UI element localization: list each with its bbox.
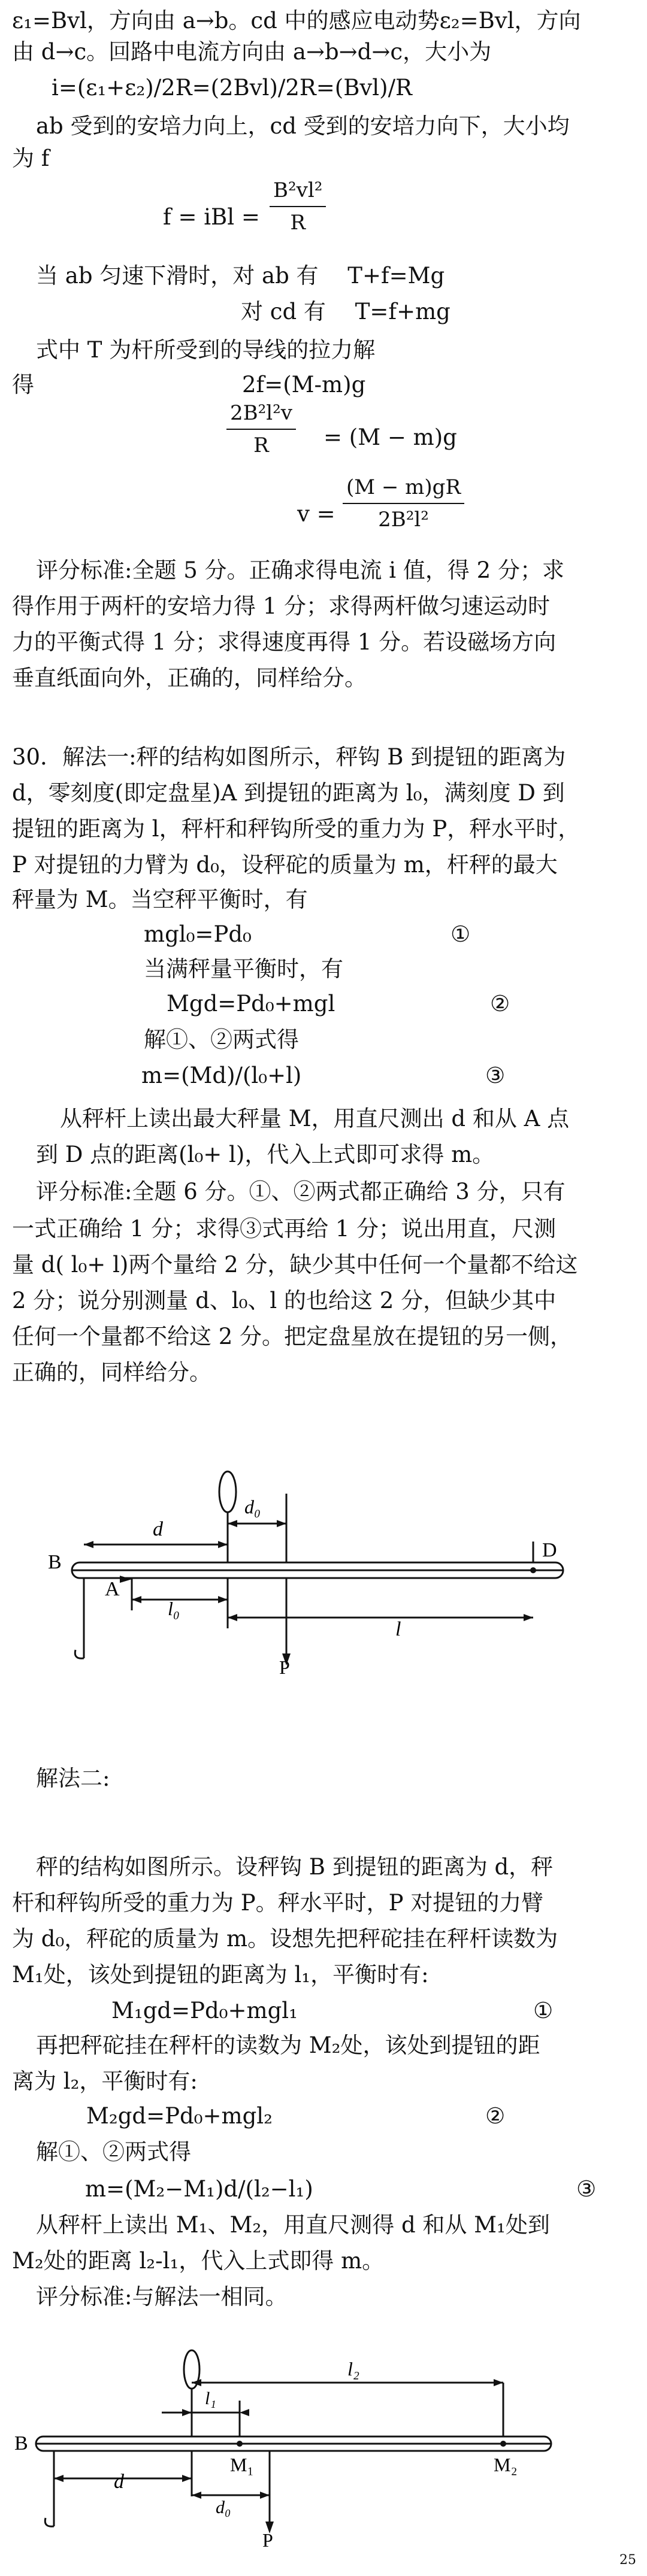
text-line: 提钮的距离为 l，秤杆和秤钩所受的重力为 P，秤水平时， bbox=[12, 816, 581, 842]
label-P: P bbox=[279, 1656, 290, 1676]
balance-equation: 2f=(M-m)g bbox=[242, 372, 366, 398]
equation-2-rhs: = (M − m)g bbox=[324, 424, 457, 450]
text-line: 为 f bbox=[12, 145, 50, 171]
text-line: 秤量为 M。当空秤平衡时，有 bbox=[12, 887, 308, 912]
equation-tag: ② bbox=[485, 2103, 506, 2129]
section-title: 解法二: bbox=[36, 1765, 110, 1791]
text-line: 当满秤量平衡时，有 bbox=[144, 956, 343, 982]
velocity-lhs: v = bbox=[297, 501, 335, 527]
equation-2: Mgd=Pd₀+mgl bbox=[167, 991, 335, 1017]
text-line: 解①、②两式得 bbox=[144, 1027, 299, 1052]
equation-1: mgl₀=Pd₀ bbox=[144, 921, 252, 947]
equation-tag: ③ bbox=[485, 1063, 506, 1088]
equation-2-fraction bbox=[226, 400, 296, 459]
text-line: 解①、②两式得 bbox=[36, 2139, 191, 2165]
label-l0: l₀ bbox=[168, 1598, 180, 1619]
text-line: 评分标准:全题 6 分。①、②两式都正确给 3 分，只有 bbox=[36, 1179, 566, 1204]
text-line: 得 bbox=[12, 372, 34, 398]
label-d: d bbox=[114, 2471, 124, 2493]
force-equation-lhs: f = iBl = bbox=[163, 204, 260, 230]
text-line: 当 ab 匀速下滑时，对 ab 有 T+f=Mg bbox=[36, 263, 445, 289]
text-line: 评分标准:全题 5 分。正确求得电流 i 值，得 2 分；求 bbox=[36, 557, 564, 583]
text-line: 2 分；说分别测量 d、l₀、l 的也给这 2 分，但缺少其中 bbox=[12, 1288, 557, 1313]
fraction-denominator: R bbox=[290, 211, 306, 235]
text-line: 式中 T 为杆所受到的导线的拉力解 bbox=[36, 337, 376, 363]
equation-3: m=(Md)/(l₀+l) bbox=[141, 1063, 302, 1088]
text-line: 评分标准:与解法一相同。 bbox=[36, 2284, 288, 2310]
text-line: M₁处，该处到提钮的距离为 l₁，平衡时有: bbox=[12, 1962, 429, 1988]
label-P: P bbox=[262, 2529, 273, 2550]
equation-tag: ① bbox=[533, 1998, 554, 2023]
label-A: A bbox=[105, 1578, 120, 1600]
label-l: l bbox=[395, 1618, 401, 1640]
text-line: 垂直纸面向外，正确的，同样给分。 bbox=[12, 665, 367, 691]
text-line: P 对提钮的力臂为 d₀，设秤砣的质量为 m，杆秤的最大 bbox=[12, 852, 558, 878]
text-line: 任何一个量都不给这 2 分。把定盘星放在提钮的另一侧， bbox=[12, 1324, 573, 1349]
text-line: 量 d( l₀+ l)两个量给 2 分，缺少其中任何一个量都不给这 bbox=[12, 1252, 578, 1278]
label-l1: l₁ bbox=[205, 2389, 216, 2408]
text-line: 30．解法一:秤的结构如图所示，秤钩 B 到提钮的距离为 bbox=[12, 744, 566, 770]
label-d0: d₀ bbox=[216, 2498, 231, 2517]
equation-3: m=(M₂−M₁)d/(l₂−l₁) bbox=[85, 2176, 313, 2202]
label-d0: d₀ bbox=[244, 1496, 261, 1518]
text-line: 到 D 点的距离(l₀+ l)，代入上式即可求得 m。 bbox=[36, 1142, 495, 1167]
text-line: 从秤杆上读出 M₁、M₂，用直尺测得 d 和从 M₁处到 bbox=[36, 2212, 550, 2238]
equation-tag: ② bbox=[490, 991, 510, 1017]
text-line: ab 受到的安培力向上，cd 受到的安培力向下，大小均 bbox=[36, 113, 570, 139]
fraction-denominator: 2B²l² bbox=[378, 508, 429, 532]
text-line: 力的平衡式得 1 分；求得速度再得 1 分。若设磁场方向 bbox=[12, 629, 557, 655]
force-fraction bbox=[270, 177, 326, 236]
equation-tag: ① bbox=[451, 921, 471, 947]
text-line: 再把秤砣挂在秤杆的读数为 M₂处，该处到提钮的距 bbox=[36, 2032, 540, 2058]
text-line: 从秤杆上读出最大秤量 M，用直尺测出 d 和从 A 点 bbox=[60, 1106, 570, 1131]
text-line: d，零刻度(即定盘星)A 到提钮的距离为 l₀，满刻度 D 到 bbox=[12, 780, 565, 806]
fraction-denominator: R bbox=[253, 433, 269, 457]
text-line: 为 d₀，秤砣的质量为 m。设想先把秤砣挂在秤杆读数为 bbox=[12, 1926, 558, 1952]
fraction-numerator: (M − m)gR bbox=[343, 474, 464, 504]
label-M2: M₂ bbox=[494, 2454, 518, 2475]
label-B: B bbox=[14, 2432, 28, 2454]
text-line: 离为 l₂，平衡时有: bbox=[12, 2068, 198, 2094]
text-line: 一式正确给 1 分；求得③式再给 1 分；说出用直，尺测 bbox=[12, 1216, 557, 1242]
equation-1: M₁gd=Pd₀+mgl₁ bbox=[111, 1998, 298, 2023]
label-B: B bbox=[48, 1551, 62, 1573]
text-line: ε₁=Bvl，方向由 a→b。cd 中的感应电动势ε₂=Bvl，方向 bbox=[12, 8, 581, 34]
text-line: M₂处的距离 l₂-l₁，代入上式即得 m。 bbox=[12, 2248, 385, 2274]
label-d: d bbox=[153, 1518, 163, 1540]
fraction-numerator: 2B²l²v bbox=[226, 400, 296, 430]
page-number: 25 bbox=[619, 2553, 636, 2568]
steelyard-figure-1 bbox=[36, 1461, 575, 1676]
equation-tag: ③ bbox=[576, 2176, 597, 2202]
fraction-numerator: B²vl² bbox=[270, 177, 326, 207]
current-equation: i=(ε₁+ε₂)/2R=(2Bvl)/2R=(Bvl)/R bbox=[52, 75, 412, 101]
text-line: 得作用于两杆的安培力得 1 分；求得两杆做匀速运动时 bbox=[12, 593, 551, 619]
text-line: 对 cd 有 T=f+mg bbox=[241, 299, 451, 324]
label-D: D bbox=[542, 1539, 557, 1561]
label-l2: l₂ bbox=[347, 2358, 360, 2380]
velocity-fraction bbox=[343, 474, 464, 533]
equation-2: M₂gd=Pd₀+mgl₂ bbox=[86, 2103, 273, 2129]
text-line: 由 d→c。回路中电流方向由 a→b→d→c，大小为 bbox=[12, 39, 492, 65]
steelyard-figure-2 bbox=[12, 2347, 575, 2550]
text-line: 秤的结构如图所示。设秤钩 B 到提钮的距离为 d，秤 bbox=[36, 1854, 554, 1880]
label-M1: M₁ bbox=[230, 2454, 254, 2475]
text-line: 杆和秤钩所受的重力为 P。秤水平时，P 对提钮的力臂 bbox=[12, 1890, 544, 1916]
text-line: 正确的，同样给分。 bbox=[12, 1360, 211, 1385]
